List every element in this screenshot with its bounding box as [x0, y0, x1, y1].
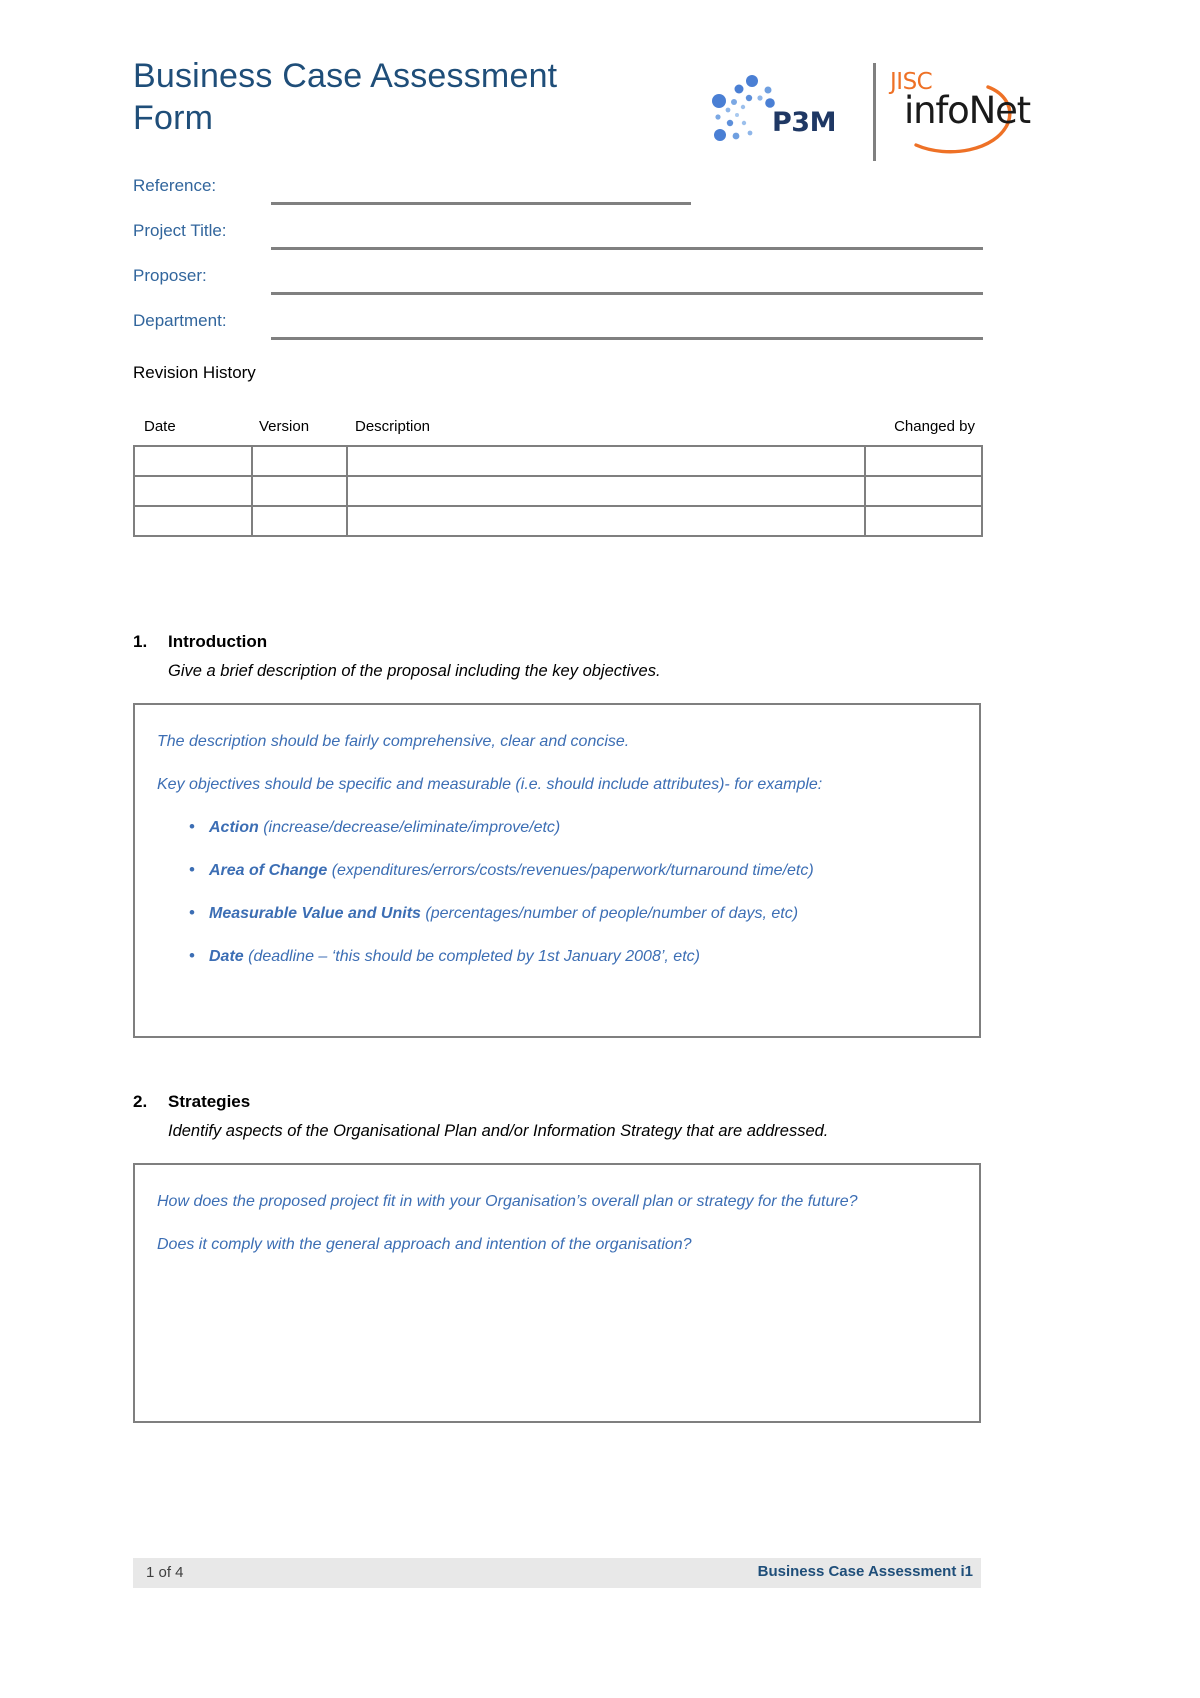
project-title-input[interactable]: [271, 247, 983, 250]
cell-date[interactable]: [134, 476, 252, 506]
table-row: [134, 506, 982, 536]
list-item: [157, 946, 957, 967]
logo-block: [706, 59, 1030, 164]
bullet-4-text: (deadline – ‘this should be completed by 1st January 2008’, etc): [243, 948, 700, 965]
department-input[interactable]: [271, 337, 983, 340]
revision-history-heading: Revision History: [133, 363, 256, 382]
bullet-1-text: (increase/decrease/eliminate/improve/etc): [258, 819, 561, 836]
section-2-heading: [133, 1092, 981, 1118]
section-1-answer-box[interactable]: [133, 703, 981, 1038]
cell-changed-by[interactable]: [865, 506, 982, 536]
cell-description[interactable]: [347, 446, 865, 476]
logo-divider: [873, 63, 876, 161]
proposer-label: Proposer:: [133, 266, 207, 285]
section-1-heading: [133, 632, 981, 658]
cell-changed-by[interactable]: [865, 446, 982, 476]
page-title-line1: Business Case Assessment: [133, 57, 558, 95]
table-row: [134, 476, 982, 506]
jisc-infonet-logo: [888, 67, 1030, 157]
bullet-2-text: (expenditures/errors/costs/revenues/paperwork/turnaround time/etc): [327, 862, 814, 879]
department-label: Department:: [133, 311, 227, 330]
section-2-hint-2: Does it comply with the general approach and intention of the organisation?: [157, 1236, 692, 1253]
footer-page-number: 1 of 4: [146, 1564, 184, 1581]
column-header-version: Version: [259, 418, 310, 435]
jisc-logo-text: JISC: [890, 69, 933, 95]
section-1-instruction: Give a brief description of the proposal including the key objectives.: [168, 662, 661, 680]
field-row-department: [133, 305, 1013, 350]
document-header: [133, 55, 1030, 165]
column-header-changed-by: Changed by: [894, 418, 975, 435]
p3m-logo-text: P3M: [772, 107, 836, 138]
proposer-input[interactable]: [271, 292, 983, 295]
cell-version[interactable]: [252, 476, 347, 506]
p3m-dots-icon: [706, 73, 778, 149]
cell-changed-by[interactable]: [865, 476, 982, 506]
section-2-instruction: Identify aspects of the Organisational Plan and/or Information Strategy that are addressed.: [168, 1122, 829, 1140]
revision-history-column-headers: [133, 418, 981, 440]
cell-date[interactable]: [134, 506, 252, 536]
section-2-number: 2.: [133, 1092, 148, 1111]
field-row-proposer: [133, 260, 1013, 305]
cell-description[interactable]: [347, 476, 865, 506]
cell-description[interactable]: [347, 506, 865, 536]
cell-version[interactable]: [252, 446, 347, 476]
form-fields: [133, 170, 1013, 350]
column-header-date: Date: [144, 418, 176, 435]
section-1-bullet-list: [157, 817, 957, 967]
section-2-hint-1: How does the proposed project fit in with your Organisation’s overall plan or strategy for the future?: [157, 1193, 858, 1210]
revision-history-table: [133, 445, 983, 537]
cell-date[interactable]: [134, 446, 252, 476]
bullet-4-term: Date: [209, 948, 244, 965]
bullet-3-term: Measurable Value and Units: [209, 905, 421, 922]
section-1-hint-2: Key objectives should be specific and measurable (i.e. should include attributes)- for example:: [157, 776, 823, 793]
list-item: [157, 860, 957, 881]
section-1-hint-1: The description should be fairly comprehensive, clear and concise.: [157, 733, 630, 750]
infonet-logo-text: infoNet: [904, 89, 1030, 132]
reference-label: Reference:: [133, 176, 217, 195]
section-2-answer-box[interactable]: [133, 1163, 981, 1423]
footer-document-name: Business Case Assessment i1: [757, 1563, 973, 1580]
page-footer: [133, 1558, 981, 1588]
section-introduction: [133, 632, 981, 1038]
bullet-3-text: (percentages/number of people/number of days, etc): [420, 905, 799, 922]
p3m-logo: [706, 73, 856, 153]
section-2-title: Strategies: [168, 1092, 251, 1111]
field-row-project-title: [133, 215, 1013, 260]
page-title-line2: Form: [133, 99, 214, 137]
bullet-1-term: Action: [209, 819, 259, 836]
field-row-reference: [133, 170, 1013, 215]
section-1-number: 1.: [133, 632, 148, 651]
reference-input[interactable]: [271, 202, 691, 205]
section-strategies: [133, 1092, 981, 1423]
column-header-description: Description: [355, 418, 431, 435]
project-title-label: Project Title:: [133, 221, 227, 240]
cell-version[interactable]: [252, 506, 347, 536]
list-item: [157, 903, 957, 924]
section-1-title: Introduction: [168, 632, 268, 651]
table-row: [134, 446, 982, 476]
list-item: [157, 817, 957, 838]
bullet-2-term: Area of Change: [209, 862, 328, 879]
page-title: [133, 55, 653, 139]
